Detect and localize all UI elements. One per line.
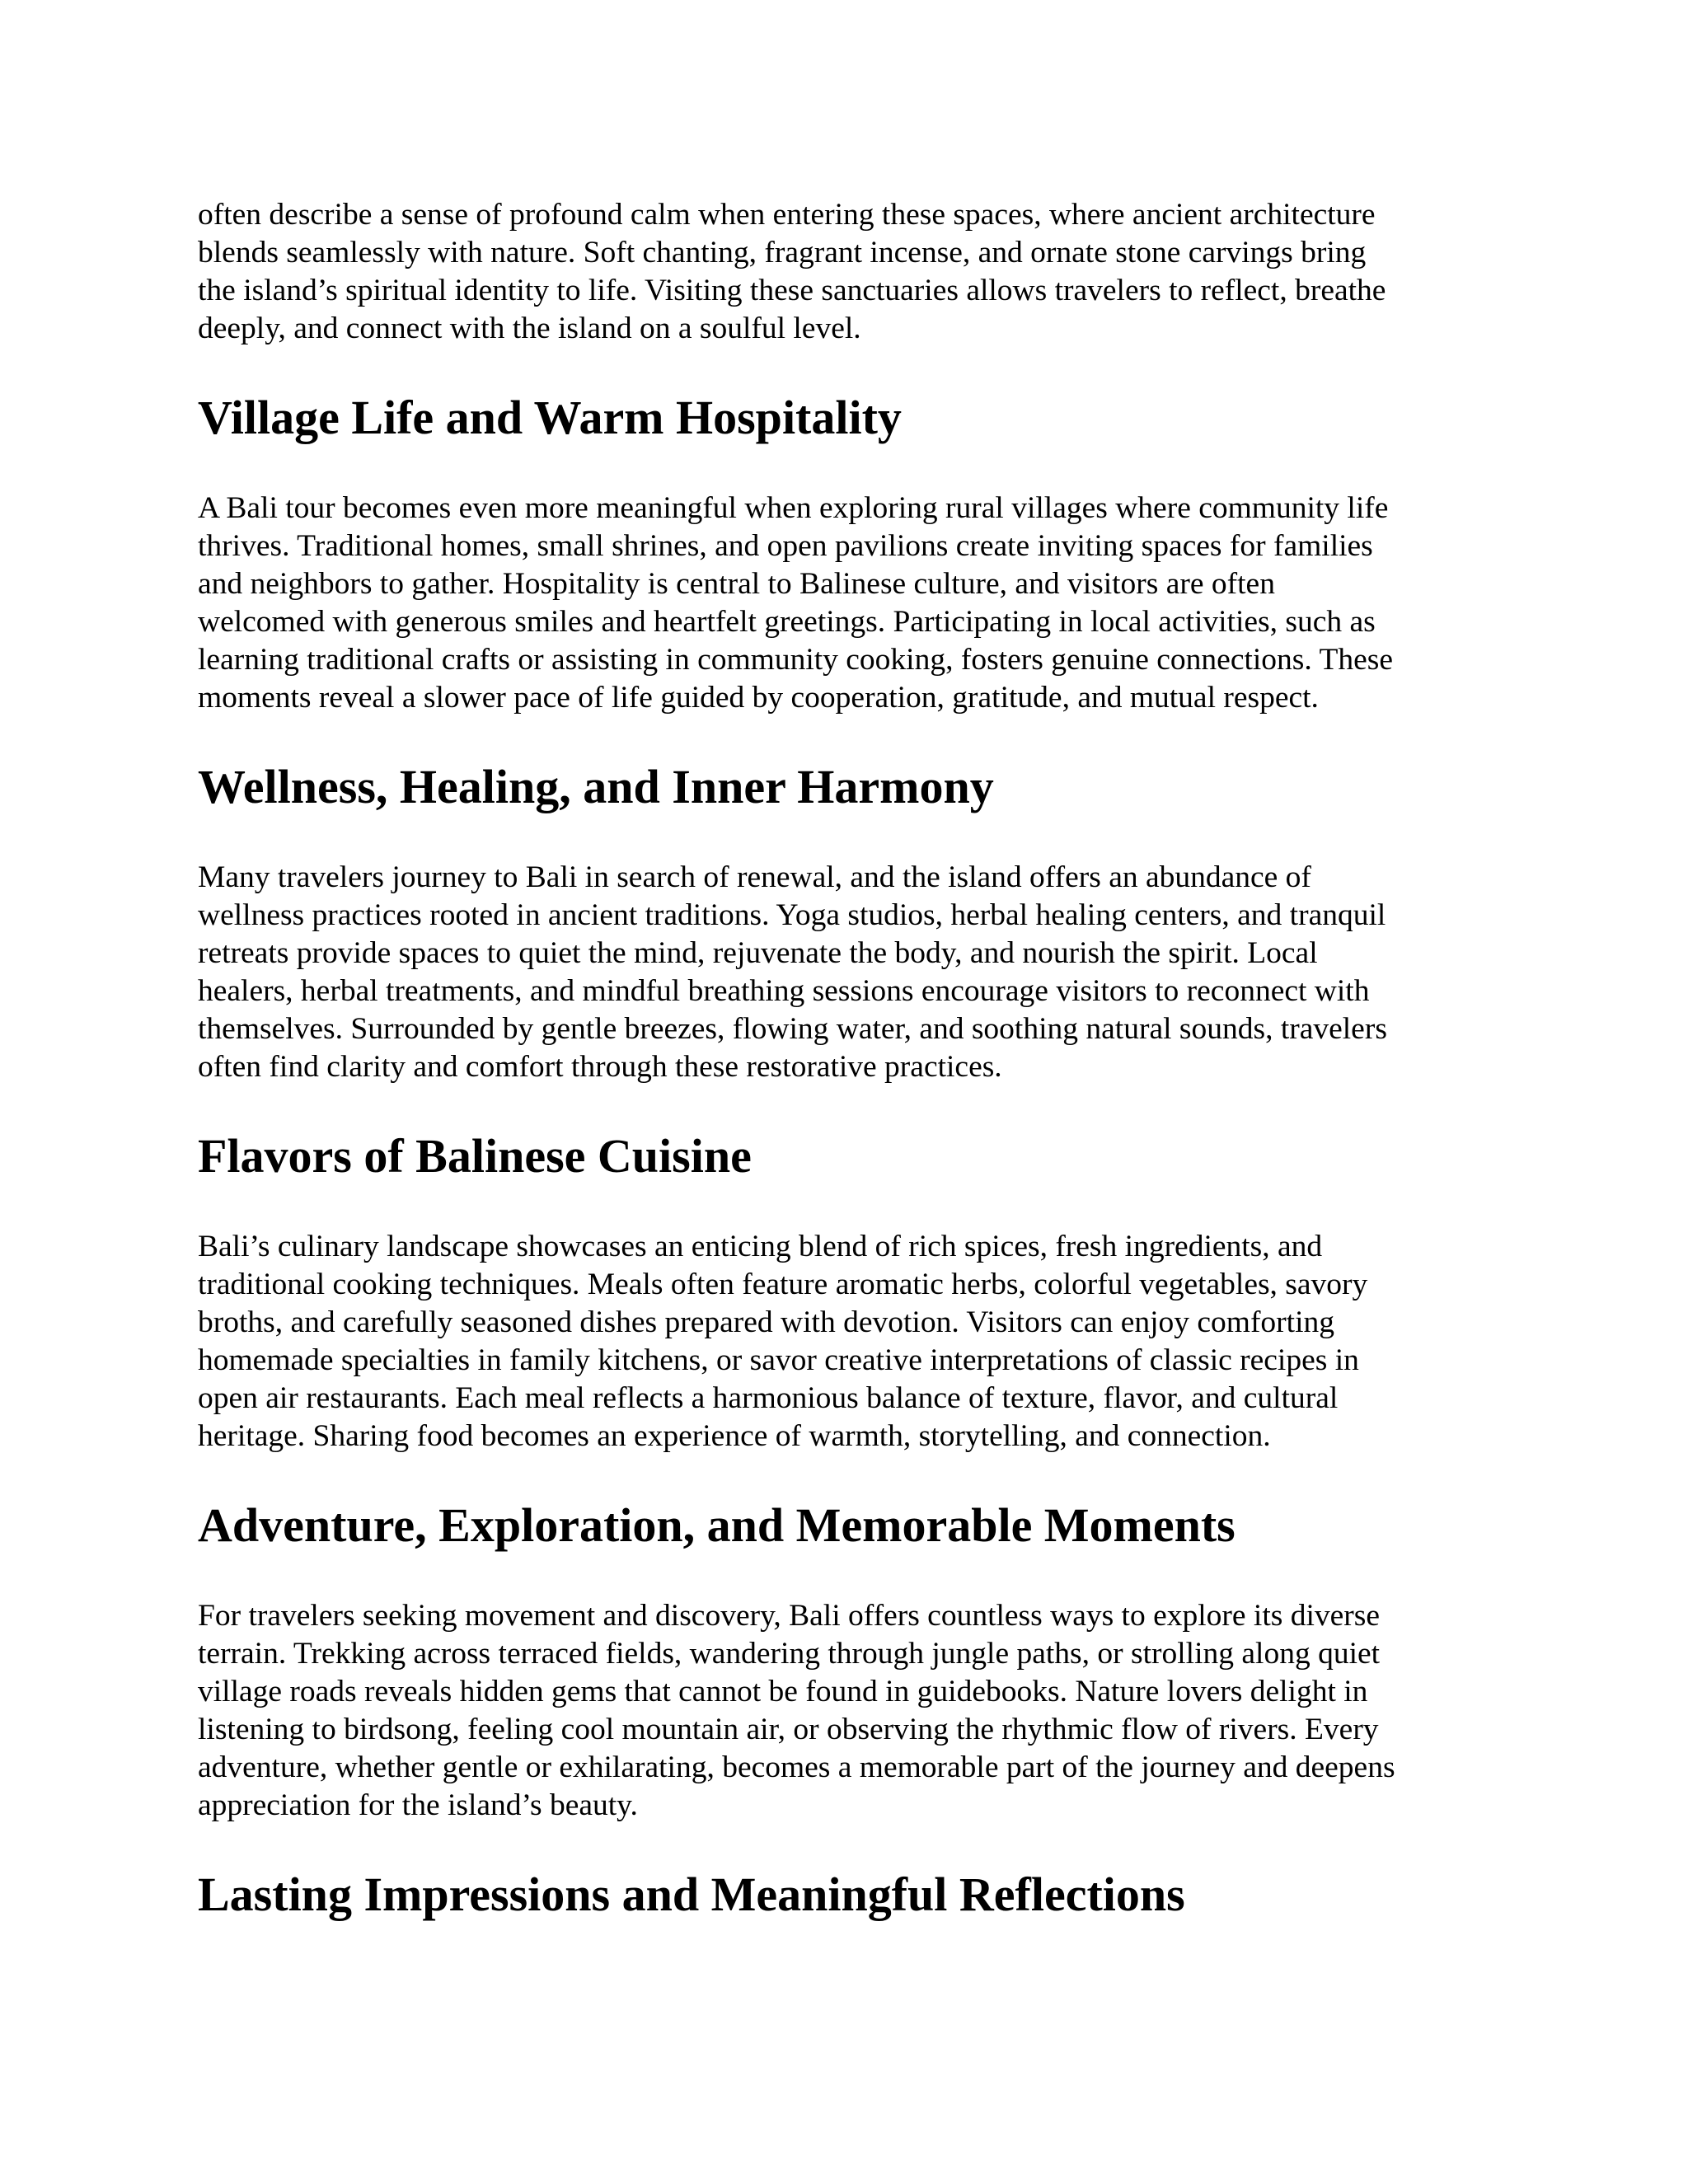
paragraph-line: appreciation for the island’s beauty. — [198, 1788, 638, 1822]
paragraph-line: Bali’s culinary landscape showcases an enticing blend of rich spices, fresh ingredients, and — [198, 1230, 1323, 1263]
paragraph-line: wellness practices rooted in ancient traditions. Yoga studios, herbal healing centers, and tranquil — [198, 898, 1386, 932]
paragraph-line: adventure, whether gentle or exhilarating, becomes a memorable part of the journey and deepens — [198, 1750, 1395, 1784]
section-heading-village-life: Village Life and Warm Hospitality — [198, 391, 902, 444]
paragraph-line: broths, and carefully seasoned dishes prepared with devotion. Visitors can enjoy comforting — [198, 1305, 1335, 1339]
paragraph-line: welcomed with generous smiles and heartfelt greetings. Participating in local activities, such as — [198, 605, 1376, 639]
paragraph-line: listening to birdsong, feeling cool mountain air, or observing the rhythmic flow of rivers. Every — [198, 1713, 1379, 1746]
paragraph-line: learning traditional crafts or assisting in community cooking, fosters genuine connections. These — [198, 643, 1394, 677]
paragraph-line: healers, herbal treatments, and mindful breathing sessions encourage visitors to reconnect with — [198, 974, 1370, 1008]
paragraph-line: village roads reveals hidden gems that cannot be found in guidebooks. Nature lovers delight in — [198, 1675, 1368, 1708]
paragraph-line: Many travelers journey to Bali in search of renewal, and the island offers an abundance of — [198, 860, 1311, 894]
paragraph-line: thrives. Traditional homes, small shrines, and open pavilions create inviting spaces for families — [198, 529, 1373, 563]
paragraph-line: For travelers seeking movement and discovery, Bali offers countless ways to explore its diverse — [198, 1599, 1381, 1633]
section-paragraph-village-life — [198, 490, 1492, 717]
paragraph-line: homemade specialties in family kitchens, or savor creative interpretations of classic recipes in — [198, 1343, 1359, 1377]
paragraph-line: the island’s spiritual identity to life. Visiting these sanctuaries allows travelers to reflect, breathe — [198, 274, 1386, 307]
section-heading-wellness: Wellness, Healing, and Inner Harmony — [198, 760, 994, 813]
section-paragraph-cuisine — [198, 1228, 1492, 1455]
paragraph-line: deeply, and connect with the island on a soulful level. — [198, 312, 861, 345]
paragraph-line: often find clarity and comfort through these restorative practices. — [198, 1050, 1002, 1084]
section-heading-lasting-impressions: Lasting Impressions and Meaningful Reflections — [198, 1868, 1185, 1921]
paragraph-line: traditional cooking techniques. Meals often feature aromatic herbs, colorful vegetables, savory — [198, 1268, 1368, 1301]
paragraph-line: blends seamlessly with nature. Soft chanting, fragrant incense, and ornate stone carvings bring — [198, 236, 1367, 269]
section-heading-cuisine: Flavors of Balinese Cuisine — [198, 1129, 752, 1183]
section-paragraph-adventure — [198, 1597, 1492, 1825]
paragraph-line: A Bali tour becomes even more meaningful when exploring rural villages where community life — [198, 491, 1389, 525]
paragraph-line: terrain. Trekking across terraced fields, wandering through jungle paths, or strolling along quiet — [198, 1637, 1381, 1671]
paragraph-line: themselves. Surrounded by gentle breezes, flowing water, and soothing natural sounds, travelers — [198, 1012, 1387, 1046]
paragraph-line: heritage. Sharing food becomes an experience of warmth, storytelling, and connection. — [198, 1419, 1271, 1453]
paragraph-line: retreats provide spaces to quiet the mind, rejuvenate the body, and nourish the spirit. Local — [198, 936, 1318, 970]
paragraph-line: often describe a sense of profound calm when entering these spaces, where ancient architecture — [198, 198, 1376, 232]
document-page — [198, 196, 1492, 1924]
section-heading-adventure: Adventure, Exploration, and Memorable Moments — [198, 1498, 1236, 1552]
paragraph-line: open air restaurants. Each meal reflects a harmonious balance of texture, flavor, and cultural — [198, 1381, 1339, 1415]
paragraph-line: moments reveal a slower pace of life guided by cooperation, gratitude, and mutual respect. — [198, 681, 1319, 715]
paragraph-line: and neighbors to gather. Hospitality is central to Balinese culture, and visitors are often — [198, 567, 1275, 601]
intro-paragraph — [198, 196, 1492, 348]
section-paragraph-wellness — [198, 859, 1492, 1086]
